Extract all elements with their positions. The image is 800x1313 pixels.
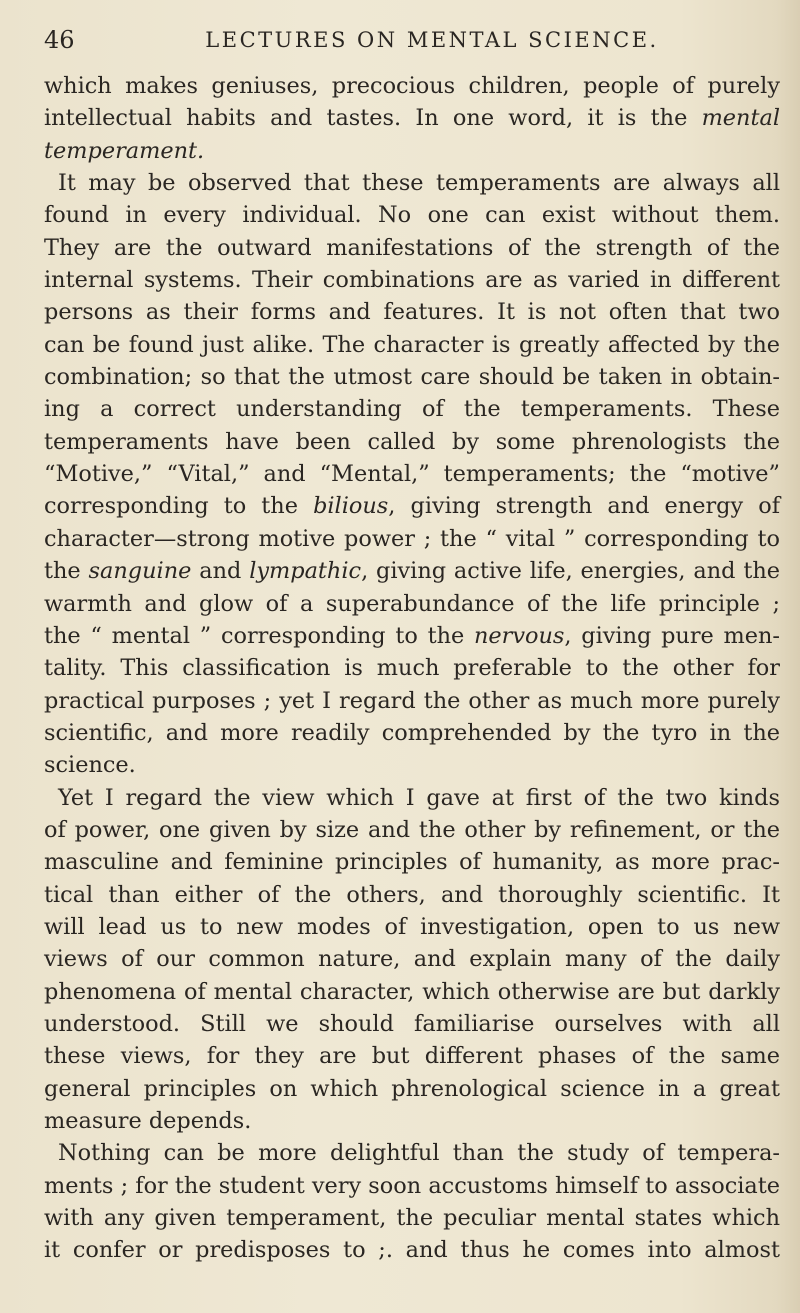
text-segment: , giving active life, energies, and the — [361, 558, 781, 585]
text-segment: Yet I regard the view which I gave at first of the two kinds — [58, 784, 780, 811]
text-segment: tical than either of the others, and thoroughly scientific. It — [44, 881, 780, 908]
italic-text: sanguine — [88, 558, 192, 585]
text-segment: it confer or predisposes to ;. and thus he comes into almost — [44, 1237, 780, 1264]
text-line — [44, 814, 780, 846]
text-line — [44, 1073, 780, 1105]
text-segment: measure depends. — [44, 1108, 252, 1134]
text-line — [44, 976, 780, 1008]
text-segment: ing a correct understanding of the temperaments. These — [44, 396, 780, 423]
text-line — [44, 296, 780, 328]
text-segment: They are the outward manifestations of the strength of the — [44, 234, 780, 261]
text-segment: can be found just alike. The character is greatly affected by the — [44, 331, 780, 358]
text-line — [44, 1234, 780, 1266]
text-line — [44, 717, 780, 749]
text-line — [44, 199, 780, 231]
text-line — [44, 426, 780, 458]
text-segment: tality. This classification is much preferable to the other for — [44, 655, 780, 682]
italic-text: bilious — [313, 493, 389, 520]
text-segment: It may be observed that these temperaments are always all — [58, 170, 780, 197]
text-segment: views of our common nature, and explain many of the daily — [44, 946, 780, 973]
text-line — [44, 458, 780, 490]
text-segment: understood. Still we should familiarise ourselves with all — [44, 1010, 780, 1037]
text-segment: the — [44, 558, 89, 585]
text-segment: and — [191, 558, 250, 585]
running-head: LECTURES ON MENTAL SCIENCE. — [205, 28, 659, 52]
text-line — [44, 685, 780, 717]
text-line — [44, 102, 780, 134]
text-line — [44, 911, 780, 943]
text-line — [44, 588, 780, 620]
text-line — [44, 1105, 780, 1137]
text-segment: temperaments have been called by some phrenologists the — [44, 428, 780, 455]
text-segment: phenomena of mental character, which otherwise are but darkly — [44, 978, 780, 1005]
text-segment: Nothing can be more delightful than the study of tempera- — [58, 1140, 780, 1167]
text-line — [44, 264, 780, 296]
text-segment: with any given temperament, the peculiar mental states which — [44, 1205, 780, 1232]
italic-text: lympathic — [249, 558, 362, 585]
text-segment: corresponding to the — [44, 493, 314, 520]
text-segment: warmth and glow of a superabundance of the life principle ; — [44, 590, 780, 617]
italic-text: nervous — [473, 622, 565, 649]
text-segment: character—strong motive power ; the “ vital ” corresponding to — [44, 525, 780, 552]
text-line — [44, 749, 780, 781]
text-segment: persons as their forms and features. It is not often that two — [44, 299, 780, 326]
text-segment: , giving strength and energy of — [388, 493, 780, 520]
italic-text: temperament. — [44, 137, 205, 164]
text-line — [44, 232, 780, 264]
text-line — [44, 620, 780, 652]
text-segment: science. — [44, 752, 136, 779]
text-segment: internal systems. Their combinations are as varied in different — [44, 267, 780, 294]
page-number: 46 — [44, 26, 75, 54]
text-line — [44, 1137, 780, 1169]
page-header — [44, 26, 780, 56]
text-line — [44, 329, 780, 361]
text-line — [44, 523, 780, 555]
text-segment: “Motive,” “Vital,” and “Mental,” temperaments; the “motive” — [44, 461, 780, 488]
text-line — [44, 555, 780, 587]
text-line — [44, 846, 780, 878]
text-segment: these views, for they are but different phases of the same — [44, 1043, 780, 1070]
text-line — [44, 393, 780, 425]
text-segment: will lead us to new modes of investigation, open to us new — [44, 913, 780, 940]
text-line — [44, 652, 780, 684]
text-segment: found in every individual. No one can exist without them. — [44, 202, 780, 229]
text-line — [44, 1008, 780, 1040]
text-line — [44, 879, 780, 911]
text-line — [44, 782, 780, 814]
text-line — [44, 361, 780, 393]
text-line — [44, 167, 780, 199]
text-segment: combination; so that the utmost care should be taken in obtain- — [44, 364, 780, 391]
italic-text: mental — [701, 105, 780, 132]
text-segment: the “ mental ” corresponding to the — [44, 622, 474, 649]
text-line — [44, 70, 780, 102]
text-segment: intellectual habits and tastes. In one word, it is the — [44, 105, 702, 132]
text-line — [44, 1170, 780, 1202]
body-text — [44, 70, 780, 1267]
text-segment: practical purposes ; yet I regard the other as much more purely — [44, 687, 780, 714]
text-line — [44, 1040, 780, 1072]
text-line — [44, 943, 780, 975]
text-segment: , giving pure men- — [564, 622, 780, 649]
text-segment: which makes geniuses, precocious children, people of purely — [44, 73, 780, 99]
text-segment: of power, one given by size and the other by refinement, or the — [44, 816, 780, 843]
text-line — [44, 135, 780, 167]
text-segment: masculine and feminine principles of humanity, as more prac- — [44, 849, 780, 876]
text-segment: general principles on which phrenological science in a great — [44, 1075, 780, 1102]
text-line — [44, 490, 780, 522]
text-segment: scientific, and more readily comprehended by the tyro in the — [44, 719, 780, 746]
text-segment: ments ; for the student very soon accustoms himself to associate — [44, 1172, 780, 1199]
text-line — [44, 1202, 780, 1234]
